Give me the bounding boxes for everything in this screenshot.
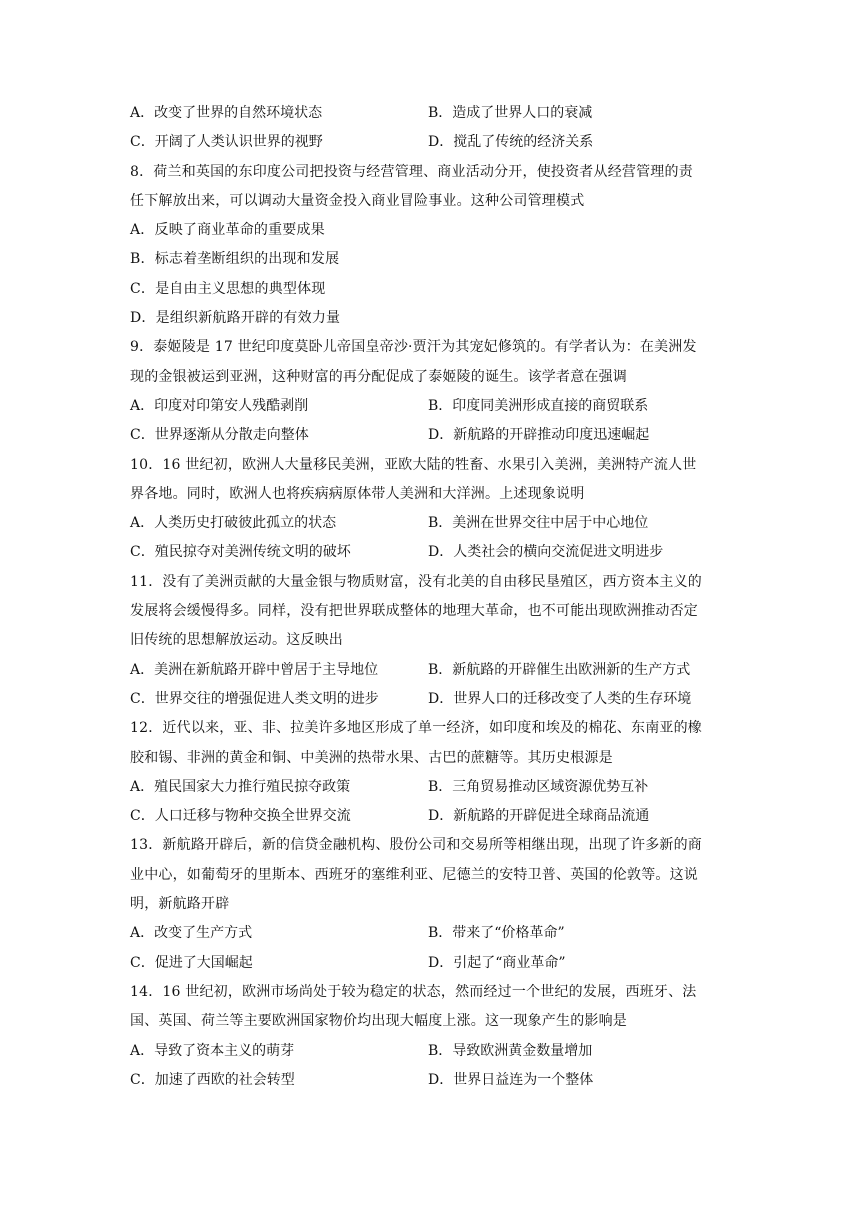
question-block	[130, 568, 730, 714]
answer-option: A．印度对印第安人残酷剥削	[130, 397, 309, 414]
question-list	[130, 99, 730, 1095]
answer-option: D．搅乱了传统的经济关系	[428, 134, 594, 151]
option-row	[130, 685, 730, 714]
answer-option: D．世界人口的迁移改变了人类的生存环境	[428, 690, 692, 707]
question-stem-line: 11．没有了美洲贡献的大量金银与物质财富，没有北美的自由移民垦殖区，西方资本主义的	[130, 573, 703, 590]
answer-option: D．人类社会的横向交流促进文明进步	[428, 544, 664, 561]
question-stem-line: 明，新航路开辟	[130, 896, 230, 913]
option-row	[130, 392, 730, 421]
question-block	[130, 978, 730, 1095]
question-block	[130, 831, 730, 977]
option-row	[130, 656, 730, 685]
question-stem-line: 界各地。同时，欧洲人也将疾病病原体带人美洲和大洋洲。上述现象说明	[130, 485, 585, 502]
answer-option: D．是组织新航路开辟的有效力量	[130, 310, 341, 327]
answer-option: C．促进了大国崛起	[130, 954, 253, 971]
question-stem-line: 业中心，如葡萄牙的里斯本、西班牙的塞维利亚、尼德兰的安特卫普、英国的伦敦等。这说	[130, 866, 698, 883]
question-stem-line: 9．泰姬陵是 17 世纪印度莫卧儿帝国皇帝沙·贾汗为其宠妃修筑的。有学者认为：在美洲发	[130, 339, 697, 356]
answer-option: A．反映了商业革命的重要成果	[130, 222, 325, 239]
question-stem-line: 现的金银被运到亚洲，这种财富的再分配促成了泰姬陵的诞生。该学者意在强调	[130, 368, 627, 385]
option-row	[130, 128, 730, 157]
answer-option: B．新航路的开辟催生出欧洲新的生产方式	[428, 661, 691, 678]
answer-option: C．加速了西欧的社会转型	[130, 1071, 295, 1088]
answer-option: A．改变了生产方式	[130, 925, 253, 942]
answer-option: B．带来了“价格革命”	[428, 925, 565, 942]
question-stem-line: 胶和锡、非洲的黄金和铜、中美洲的热带水果、古巴的蔗糖等。其历史根源是	[130, 749, 613, 766]
question-stem-line: 12．近代以来，亚、非、拉美许多地区形成了单一经济，如印度和埃及的棉花、东南亚的橡	[130, 720, 703, 737]
option-row	[130, 1037, 730, 1066]
answer-option: C．殖民掠夺对美洲传统文明的破坏	[130, 544, 351, 561]
question-stem-line: 国、英国、荷兰等主要欧洲国家物价均出现大幅度上涨。这一现象产生的影响是	[130, 1013, 627, 1030]
answer-option: B．标志着垄断组织的出现和发展	[130, 251, 340, 268]
question-block	[130, 714, 730, 831]
option-row	[130, 949, 730, 978]
option-row	[130, 99, 730, 128]
answer-option: D．新航路的开辟促进全球商品流通	[428, 808, 650, 825]
option-row	[130, 919, 730, 948]
question-stem-line: 8．荷兰和英国的东印度公司把投资与经营管理、商业活动分开，使投资者从经营管理的责	[130, 163, 693, 180]
answer-option: C．人口迁移与物种交换全世界交流	[130, 808, 351, 825]
answer-option: A．导致了资本主义的萌芽	[130, 1042, 295, 1059]
option-row	[130, 773, 730, 802]
question-block	[130, 451, 730, 568]
answer-option: A．美洲在新航路开辟中曾居于主导地位	[130, 661, 379, 678]
answer-option: B．美洲在世界交往中居于中心地位	[428, 515, 649, 532]
answer-option: A．殖民国家大力推行殖民掠夺政策	[130, 778, 351, 795]
question-stem-line: 旧传统的思想解放运动。这反映出	[130, 632, 343, 649]
question-stem-line: 14．16 世纪初，欧洲市场尚处于较为稳定的状态，然而经过一个世纪的发展，西班牙、法	[130, 983, 697, 1000]
option-row	[130, 421, 730, 450]
answer-option: B．导致欧洲黄金数量增加	[428, 1042, 593, 1059]
option-row	[130, 1066, 730, 1095]
answer-option: B．三角贸易推动区域资源优势互补	[428, 778, 649, 795]
question-block	[130, 333, 730, 450]
answer-option: D．世界日益连为一个整体	[428, 1071, 594, 1088]
question-block	[130, 158, 730, 334]
answer-option: C．世界逐渐从分散走向整体	[130, 427, 309, 444]
option-row	[130, 802, 730, 831]
answer-option: B．印度同美洲形成直接的商贸联系	[428, 397, 649, 414]
answer-option: C．开阔了人类认识世界的视野	[130, 134, 323, 151]
question-stem-line: 任下解放出来，可以调动大量资金投入商业冒险事业。这种公司管理模式	[130, 192, 585, 209]
answer-option: C．世界交往的增强促进人类文明的进步	[130, 690, 379, 707]
answer-option: D．新航路的开辟推动印度迅速崛起	[428, 427, 650, 444]
question-stem-line: 10．16 世纪初，欧洲人大量移民美洲，亚欧大陆的牲畜、水果引入美洲，美洲特产流人世	[130, 456, 697, 473]
answer-option: A．改变了世界的自然环境状态	[130, 105, 323, 121]
question-block	[130, 99, 730, 158]
option-row	[130, 538, 730, 567]
question-stem-line: 13．新航路开辟后，新的信贷金融机构、股份公司和交易所等相继出现，出现了许多新的商	[130, 837, 703, 854]
answer-option: A．人类历史打破彼此孤立的状态	[130, 515, 337, 532]
answer-option: C．是自由主义思想的典型体现	[130, 280, 326, 297]
answer-option: D．引起了“商业革命”	[428, 954, 566, 971]
option-row	[130, 509, 730, 538]
answer-option: B．造成了世界人口的衰减	[428, 105, 593, 121]
question-stem-line: 发展将会缓慢得多。同样，没有把世界联成整体的地理大革命，也不可能出现欧洲推动否定	[130, 603, 698, 620]
